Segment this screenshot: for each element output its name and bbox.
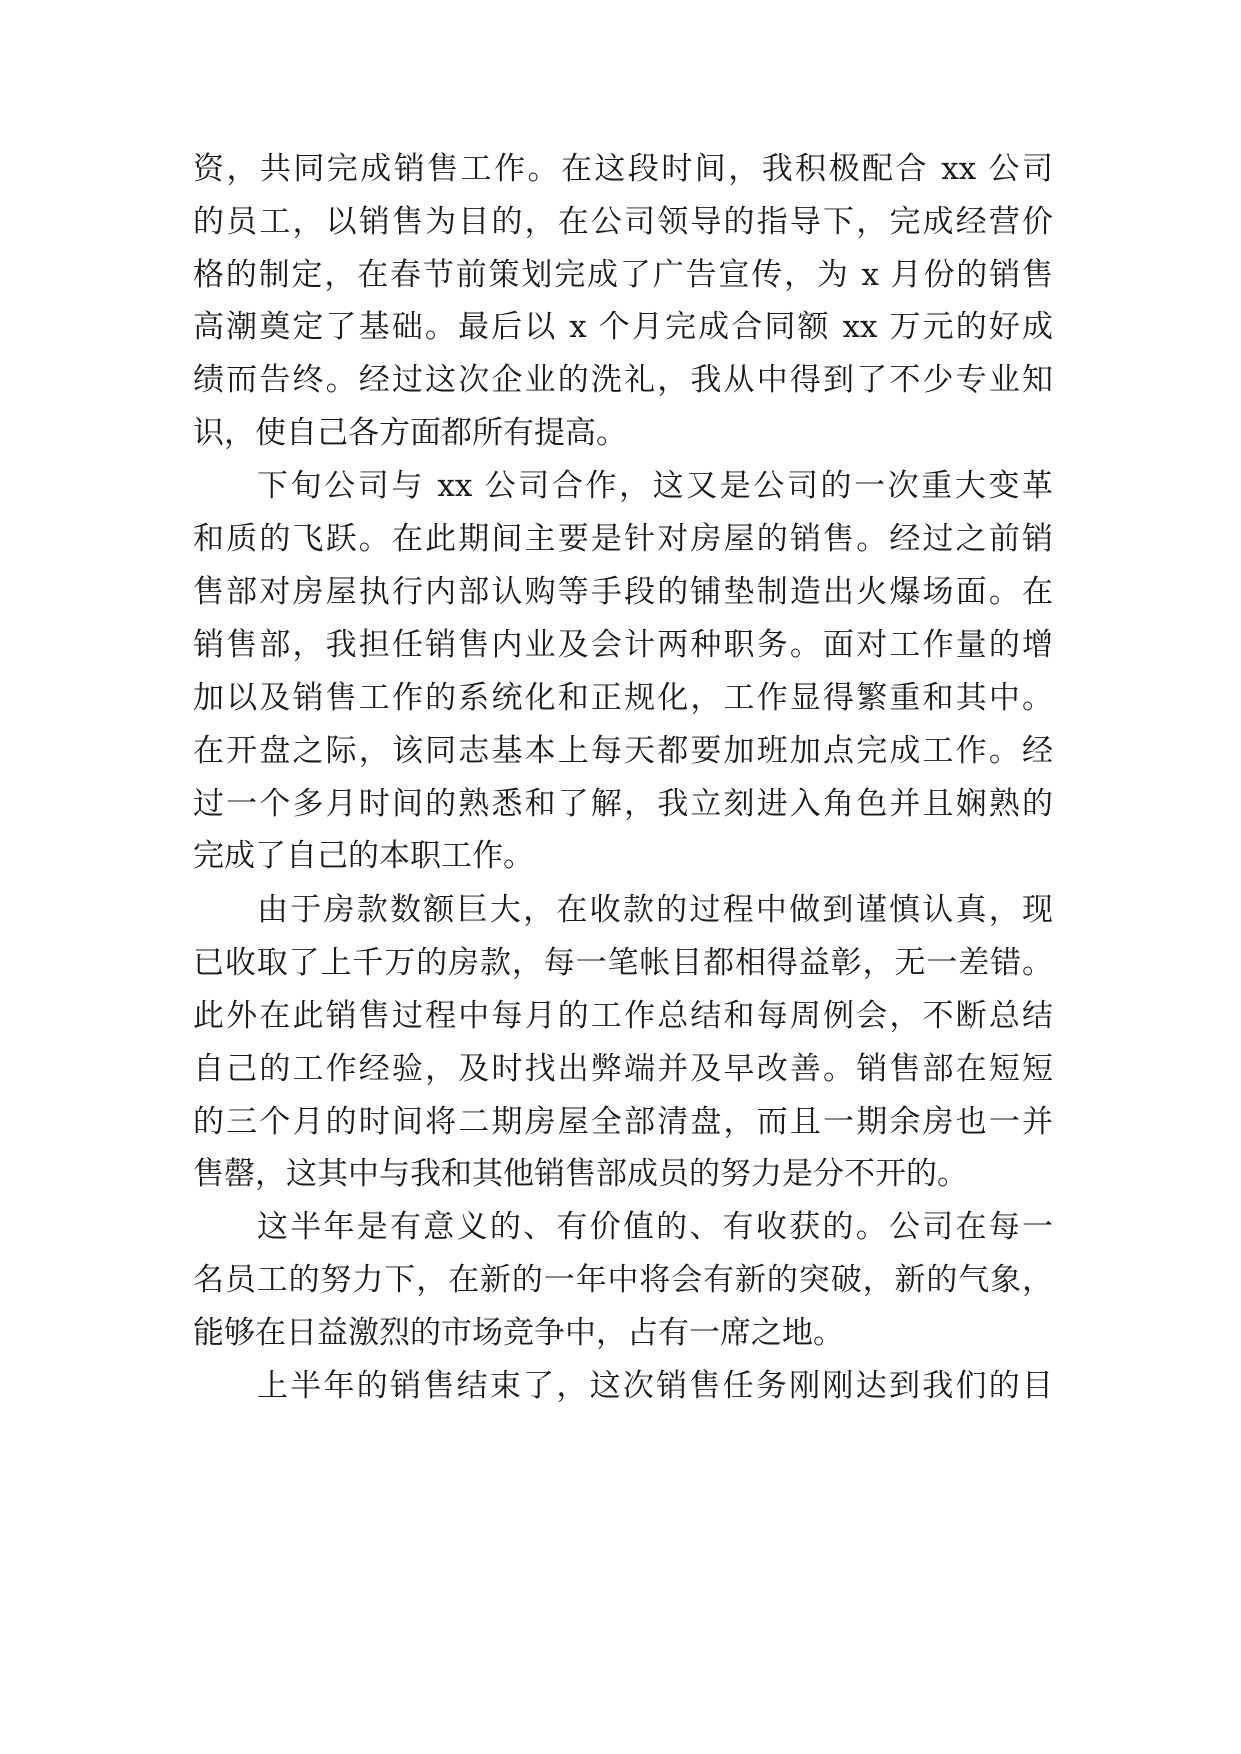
paragraph-line: 名员工的努力下，在新的一年中将会有新的突破，新的气象， — [193, 1262, 1053, 1298]
paragraph-line: 能够在日益激烈的市场竞争中，占有一席之地。 — [193, 1315, 844, 1351]
paragraph-line: 售部对房屋执行内部认购等手段的铺垫制造出火爆场面。在 — [193, 574, 1053, 610]
paragraph-line: 上半年的销售结束了，这次销售任务刚刚达到我们的目 — [257, 1368, 1053, 1404]
paragraph-line: 由于房款数额巨大，在收款的过程中做到谨慎认真，现 — [257, 892, 1053, 928]
paragraph-line: 识，使自己各方面都所有提高。 — [193, 415, 627, 451]
paragraph-line: 的三个月的时间将二期房屋全部清盘，而且一期余房也一并 — [193, 1104, 1053, 1140]
paragraph-line: 售罄，这其中与我和其他销售部成员的努力是分不开的。 — [193, 1156, 968, 1192]
paragraph-line: 销售部，我担任销售内业及会计两种职务。面对工作量的增 — [193, 627, 1053, 663]
paragraph-line: 资，共同完成销售工作。在这段时间，我积极配合 xx 公司 — [193, 151, 1053, 187]
paragraph-line: 和质的飞跃。在此期间主要是针对房屋的销售。经过之前销 — [193, 521, 1053, 557]
paragraph-line: 完成了自己的本职工作。 — [193, 838, 534, 874]
paragraph-line: 绩而告终。经过这次企业的洗礼，我从中得到了不少专业知 — [193, 362, 1053, 398]
paragraph-line: 加以及销售工作的系统化和正规化，工作显得繁重和其中。 — [193, 680, 1053, 716]
paragraph-line: 下旬公司与 xx 公司合作，这又是公司的一次重大变革 — [257, 468, 1053, 504]
paragraph-line: 自己的工作经验，及时找出弊端并及早改善。销售部在短短 — [193, 1051, 1053, 1087]
paragraph-line: 格的制定，在春节前策划完成了广告宣传，为 x 月份的销售 — [193, 257, 1053, 293]
paragraph-line: 高潮奠定了基础。最后以 x 个月完成合同额 xx 万元的好成 — [193, 309, 1053, 345]
paragraph-line: 已收取了上千万的房款，每一笔帐目都相得益彰，无一差错。 — [193, 945, 1053, 981]
paragraph-line: 在开盘之际，该同志基本上每天都要加班加点完成工作。经 — [193, 733, 1053, 769]
paragraph-line: 的员工，以销售为目的，在公司领导的指导下，完成经营价 — [193, 204, 1053, 240]
paragraph-line: 此外在此销售过程中每月的工作总结和每周例会，不断总结 — [193, 998, 1053, 1034]
paragraph-line: 过一个多月时间的熟悉和了解，我立刻进入角色并且娴熟的 — [193, 786, 1053, 822]
paragraph-line: 这半年是有意义的、有价值的、有收获的。公司在每一 — [257, 1209, 1053, 1245]
